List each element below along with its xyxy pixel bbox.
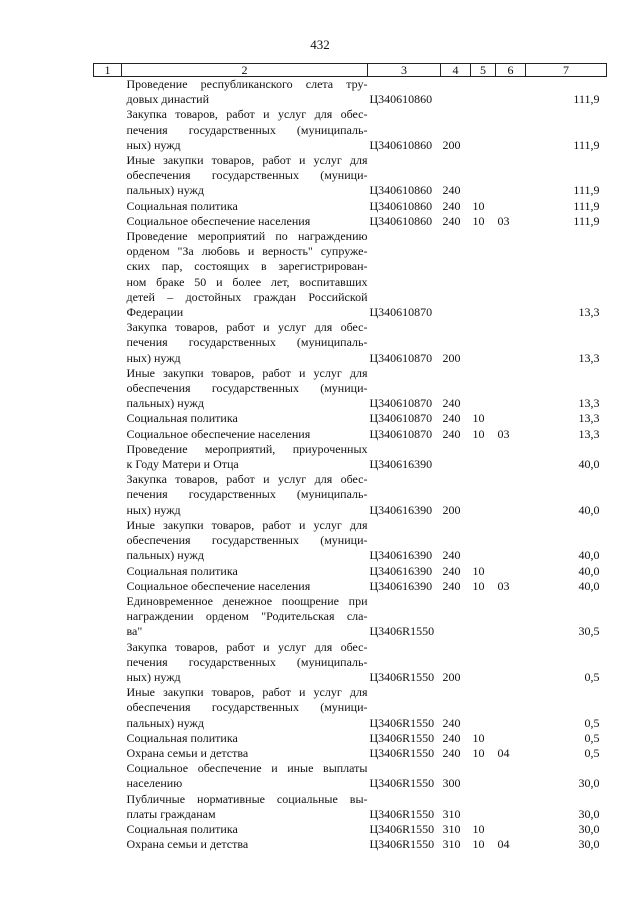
expense-type-cell: 240 xyxy=(442,578,461,593)
expense-type-cell: 240 xyxy=(442,745,461,760)
header-col-2: 2 xyxy=(122,64,368,77)
row-number-cell xyxy=(94,442,122,472)
table-row xyxy=(94,685,607,731)
item-name-line: населению xyxy=(126,776,183,791)
target-code-cell: Ц340610870 xyxy=(369,396,433,411)
table-header xyxy=(94,64,607,77)
item-name-cell xyxy=(122,229,368,320)
item-name-cell xyxy=(122,214,368,229)
amount-cell: 0,5 xyxy=(584,715,600,730)
item-name-line: ных) нужд xyxy=(126,669,181,684)
amount-cell: 40,0 xyxy=(578,563,600,578)
item-name-line: ных) нужд xyxy=(126,350,181,365)
subsection-cell xyxy=(496,472,526,518)
subsection-cell: 03 xyxy=(497,578,510,593)
subsection-cell: 04 xyxy=(497,745,510,760)
table-row xyxy=(94,731,607,746)
section-cell xyxy=(471,366,496,412)
target-code-cell: Ц3406R1550 xyxy=(369,821,435,836)
item-name-cell xyxy=(122,594,368,640)
subsection-cell xyxy=(496,107,526,153)
amount-cell: 0,5 xyxy=(584,730,600,745)
item-name-line: Социальное обеспечение и иные выплаты xyxy=(126,761,368,776)
amount-cell: 30,0 xyxy=(578,806,600,821)
item-name-line: Закупка товаров, работ и услуг для обес- xyxy=(126,107,368,122)
item-name-line: довых династий xyxy=(126,92,210,107)
amount-cell: 111,9 xyxy=(573,137,600,152)
expense-type-cell: 240 xyxy=(442,411,461,426)
expense-type-cell: 240 xyxy=(442,213,461,228)
table-row xyxy=(94,594,607,640)
table-row xyxy=(94,579,607,594)
subsection-cell xyxy=(496,685,526,731)
item-name-cell xyxy=(122,792,368,822)
item-name-cell xyxy=(122,153,368,199)
row-number-cell xyxy=(94,640,122,686)
section-cell: 10 xyxy=(472,411,485,426)
row-number-cell xyxy=(94,792,122,822)
expense-type-cell: 310 xyxy=(442,806,461,821)
table-row xyxy=(94,564,607,579)
subsection-cell xyxy=(496,822,526,837)
row-number-cell xyxy=(94,518,122,564)
target-code-cell: Ц340616390 xyxy=(369,563,433,578)
target-code-cell: Ц3406R1550 xyxy=(369,730,435,745)
item-name-line: Иные закупки товаров, работ и услуг для xyxy=(126,685,368,700)
table-row xyxy=(94,472,607,518)
table-row xyxy=(94,427,607,442)
section-cell: 10 xyxy=(472,578,485,593)
subsection-cell xyxy=(496,199,526,214)
expense-type-cell: 240 xyxy=(442,396,461,411)
item-name-line: печения государственных (муниципаль- xyxy=(126,122,368,137)
item-name-line: Социальная политика xyxy=(126,411,238,426)
item-name-line: печения государственных (муниципаль- xyxy=(126,487,368,502)
target-code-cell: Ц340616390 xyxy=(369,502,433,517)
row-number-cell xyxy=(94,77,122,108)
item-name-line: пальных) нужд xyxy=(126,396,204,411)
section-cell xyxy=(471,518,496,564)
section-cell: 10 xyxy=(472,837,485,852)
item-name-cell xyxy=(122,107,368,153)
target-code-cell: Ц340610870 xyxy=(369,411,433,426)
item-name-line: награждении орденом "Родительская сла- xyxy=(126,609,368,624)
section-cell xyxy=(471,594,496,640)
amount-cell: 0,5 xyxy=(584,745,600,760)
target-code-cell: Ц3406R1550 xyxy=(369,669,435,684)
amount-cell: 111,9 xyxy=(573,92,600,107)
item-name-line: Закупка товаров, работ и услуг для обес- xyxy=(126,320,368,335)
table-row xyxy=(94,366,607,412)
item-name-cell xyxy=(122,640,368,686)
item-name-line: Закупка товаров, работ и услуг для обес- xyxy=(126,472,368,487)
subsection-cell: 03 xyxy=(497,213,510,228)
header-col-7: 7 xyxy=(526,64,607,77)
subsection-cell xyxy=(496,761,526,791)
item-name-cell xyxy=(122,822,368,837)
amount-cell: 30,0 xyxy=(578,837,600,852)
row-number-cell xyxy=(94,153,122,199)
item-name-line: Социальное обеспечение населения xyxy=(126,426,311,441)
subsection-cell xyxy=(496,442,526,472)
item-name-line: Социальное обеспечение населения xyxy=(126,578,311,593)
section-cell xyxy=(471,153,496,199)
subsection-cell xyxy=(496,153,526,199)
section-cell xyxy=(471,442,496,472)
amount-cell: 13,3 xyxy=(578,396,600,411)
table-row xyxy=(94,746,607,761)
subsection-cell xyxy=(496,792,526,822)
expense-type-cell: 240 xyxy=(442,183,461,198)
item-name-line: Федерации xyxy=(126,305,184,320)
item-name-line: Социальная политика xyxy=(126,198,238,213)
item-name-line: Социальная политика xyxy=(126,563,238,578)
row-number-cell xyxy=(94,594,122,640)
section-cell xyxy=(471,77,496,108)
table-row xyxy=(94,320,607,366)
item-name-line: ских пар, состоящих в зарегистрирован- xyxy=(126,259,368,274)
subsection-cell xyxy=(496,564,526,579)
expense-type-cell: 200 xyxy=(442,350,461,365)
amount-cell: 40,0 xyxy=(578,548,600,563)
item-name-line: ных) нужд xyxy=(126,137,181,152)
subsection-cell xyxy=(496,518,526,564)
item-name-line: детей – достойных граждан Российской xyxy=(126,289,368,304)
page-number: 432 xyxy=(310,37,330,52)
item-name-cell xyxy=(122,320,368,366)
item-name-line: обеспечения государственных (муници- xyxy=(126,381,368,396)
expense-type-cell: 200 xyxy=(442,502,461,517)
table-row xyxy=(94,518,607,564)
item-name-line: Иные закупки товаров, работ и услуг для xyxy=(126,153,368,168)
item-name-line: Охрана семьи и детства xyxy=(126,745,249,760)
item-name-line: Иные закупки товаров, работ и услуг для xyxy=(126,517,368,532)
expense-type-cell: 310 xyxy=(442,837,461,852)
section-cell: 10 xyxy=(472,426,485,441)
table-row xyxy=(94,107,607,153)
item-name-line: Проведение мероприятий, приуроченных xyxy=(126,441,368,456)
subsection-cell xyxy=(496,366,526,412)
section-cell xyxy=(471,107,496,153)
section-cell: 10 xyxy=(472,730,485,745)
item-name-cell xyxy=(122,77,368,108)
item-name-line: платы гражданам xyxy=(126,806,216,821)
table-row xyxy=(94,229,607,320)
amount-cell: 40,0 xyxy=(578,578,600,593)
item-name-line: Закупка товаров, работ и услуг для обес- xyxy=(126,639,368,654)
section-cell xyxy=(471,640,496,686)
amount-cell: 40,0 xyxy=(578,502,600,517)
target-code-cell: Ц3406R1550 xyxy=(369,715,435,730)
row-number-cell xyxy=(94,107,122,153)
item-name-line: обеспечения государственных (муници- xyxy=(126,700,368,715)
item-name-line: орденом "За любовь и верность" супруже- xyxy=(126,244,368,259)
row-number-cell xyxy=(94,199,122,214)
item-name-line: пальных) нужд xyxy=(126,715,204,730)
subsection-cell xyxy=(496,229,526,320)
header-col-3: 3 xyxy=(368,64,441,77)
target-code-cell: Ц3406R1550 xyxy=(369,806,435,821)
section-cell xyxy=(471,685,496,731)
table-row xyxy=(94,411,607,426)
row-number-cell xyxy=(94,746,122,761)
table-row xyxy=(94,77,607,108)
amount-cell: 30,5 xyxy=(578,624,600,639)
item-name-cell xyxy=(122,761,368,791)
amount-cell: 111,9 xyxy=(573,183,600,198)
amount-cell: 30,0 xyxy=(578,821,600,836)
amount-cell: 13,3 xyxy=(578,411,600,426)
table-row xyxy=(94,214,607,229)
table-row xyxy=(94,761,607,791)
expense-type-cell: 310 xyxy=(442,821,461,836)
row-number-cell xyxy=(94,411,122,426)
target-code-cell: Ц3406R1550 xyxy=(369,745,435,760)
target-code-cell: Ц340610860 xyxy=(369,198,433,213)
row-number-cell xyxy=(94,731,122,746)
header-col-6: 6 xyxy=(496,64,526,77)
subsection-cell: 04 xyxy=(497,837,510,852)
item-name-cell xyxy=(122,579,368,594)
item-name-cell xyxy=(122,518,368,564)
row-number-cell xyxy=(94,320,122,366)
target-code-cell: Ц3406R1550 xyxy=(369,624,435,639)
item-name-line: к Году Матери и Отца xyxy=(126,457,239,472)
row-number-cell xyxy=(94,229,122,320)
section-cell: 10 xyxy=(472,745,485,760)
row-number-cell xyxy=(94,564,122,579)
table-row xyxy=(94,792,607,822)
expense-type-cell xyxy=(441,229,471,320)
item-name-line: ва" xyxy=(126,624,143,639)
item-name-cell xyxy=(122,427,368,442)
row-number-cell xyxy=(94,822,122,837)
item-name-line: Проведение республиканского слета тру- xyxy=(126,77,368,91)
target-code-cell: Ц340616390 xyxy=(369,457,433,472)
expense-type-cell: 200 xyxy=(442,669,461,684)
row-number-cell xyxy=(94,685,122,731)
item-name-cell xyxy=(122,837,368,852)
expense-type-cell: 240 xyxy=(442,715,461,730)
target-code-cell: Ц340610860 xyxy=(369,92,433,107)
amount-cell: 111,9 xyxy=(573,213,600,228)
table-row xyxy=(94,199,607,214)
item-name-line: печения государственных (муниципаль- xyxy=(126,654,368,669)
section-cell: 10 xyxy=(472,198,485,213)
item-name-cell xyxy=(122,746,368,761)
item-name-line: Социальная политика xyxy=(126,821,238,836)
item-name-cell xyxy=(122,564,368,579)
header-col-5: 5 xyxy=(471,64,496,77)
item-name-line: Охрана семьи и детства xyxy=(126,837,249,852)
item-name-line: обеспечения государственных (муници- xyxy=(126,168,368,183)
table-row xyxy=(94,640,607,686)
row-number-cell xyxy=(94,579,122,594)
subsection-cell: 03 xyxy=(497,426,510,441)
item-name-cell xyxy=(122,199,368,214)
row-number-cell xyxy=(94,366,122,412)
item-name-line: Социальная политика xyxy=(126,730,238,745)
expense-type-cell: 240 xyxy=(442,730,461,745)
target-code-cell: Ц340616390 xyxy=(369,578,433,593)
item-name-line: Единовременное денежное поощрение при xyxy=(126,593,368,608)
target-code-cell: Ц340610860 xyxy=(369,183,433,198)
amount-cell: 13,3 xyxy=(578,426,600,441)
item-name-line: Иные закупки товаров, работ и услуг для xyxy=(126,365,368,380)
section-cell xyxy=(471,320,496,366)
expense-type-cell: 240 xyxy=(442,426,461,441)
item-name-cell xyxy=(122,685,368,731)
section-cell: 10 xyxy=(472,213,485,228)
target-code-cell: Ц340610860 xyxy=(369,213,433,228)
table-row xyxy=(94,837,607,852)
header-col-1: 1 xyxy=(94,64,122,77)
item-name-line: обеспечения государственных (муници- xyxy=(126,533,368,548)
target-code-cell: Ц340610870 xyxy=(369,426,433,441)
row-number-cell xyxy=(94,214,122,229)
subsection-cell xyxy=(496,77,526,108)
expense-type-cell xyxy=(441,77,471,108)
subsection-cell xyxy=(496,320,526,366)
budget-table xyxy=(93,63,607,852)
amount-cell: 0,5 xyxy=(584,669,600,684)
item-name-line: пальных) нужд xyxy=(126,183,204,198)
table-row xyxy=(94,153,607,199)
row-number-cell xyxy=(94,427,122,442)
section-cell: 10 xyxy=(472,821,485,836)
section-cell xyxy=(471,792,496,822)
item-name-line: печения государственных (муниципаль- xyxy=(126,335,368,350)
table-row xyxy=(94,442,607,472)
section-cell: 10 xyxy=(472,563,485,578)
target-code-cell: Ц340610870 xyxy=(369,305,433,320)
item-name-line: пальных) нужд xyxy=(126,548,204,563)
row-number-cell xyxy=(94,761,122,791)
subsection-cell xyxy=(496,731,526,746)
row-number-cell xyxy=(94,837,122,852)
subsection-cell xyxy=(496,594,526,640)
subsection-cell xyxy=(496,640,526,686)
amount-cell: 13,3 xyxy=(578,305,600,320)
expense-type-cell xyxy=(441,594,471,640)
amount-cell: 111,9 xyxy=(573,198,600,213)
target-code-cell: Ц340616390 xyxy=(369,548,433,563)
subsection-cell xyxy=(496,411,526,426)
item-name-line: Публичные нормативные социальные вы- xyxy=(126,791,368,806)
expense-type-cell: 240 xyxy=(442,563,461,578)
item-name-cell xyxy=(122,472,368,518)
amount-cell: 13,3 xyxy=(578,350,600,365)
amount-cell: 40,0 xyxy=(578,457,600,472)
section-cell xyxy=(471,761,496,791)
item-name-cell xyxy=(122,442,368,472)
expense-type-cell: 240 xyxy=(442,198,461,213)
expense-type-cell: 300 xyxy=(442,776,461,791)
item-name-line: Социальное обеспечение населения xyxy=(126,213,311,228)
item-name-line: ном браке 50 и более лет, воспитавших xyxy=(126,274,368,289)
table-row xyxy=(94,822,607,837)
item-name-cell xyxy=(122,411,368,426)
amount-cell: 30,0 xyxy=(578,776,600,791)
section-cell xyxy=(471,472,496,518)
header-col-4: 4 xyxy=(441,64,471,77)
target-code-cell: Ц340610860 xyxy=(369,137,433,152)
item-name-line: Проведение мероприятий по награждению xyxy=(126,229,368,244)
row-number-cell xyxy=(94,472,122,518)
expense-type-cell xyxy=(441,442,471,472)
section-cell xyxy=(471,229,496,320)
table-body xyxy=(94,77,607,853)
expense-type-cell: 200 xyxy=(442,137,461,152)
item-name-cell xyxy=(122,731,368,746)
item-name-cell xyxy=(122,366,368,412)
target-code-cell: Ц340610870 xyxy=(369,350,433,365)
header-row xyxy=(94,64,607,77)
target-code-cell: Ц3406R1550 xyxy=(369,837,435,852)
target-code-cell: Ц3406R1550 xyxy=(369,776,435,791)
item-name-line: ных) нужд xyxy=(126,502,181,517)
expense-type-cell: 240 xyxy=(442,548,461,563)
